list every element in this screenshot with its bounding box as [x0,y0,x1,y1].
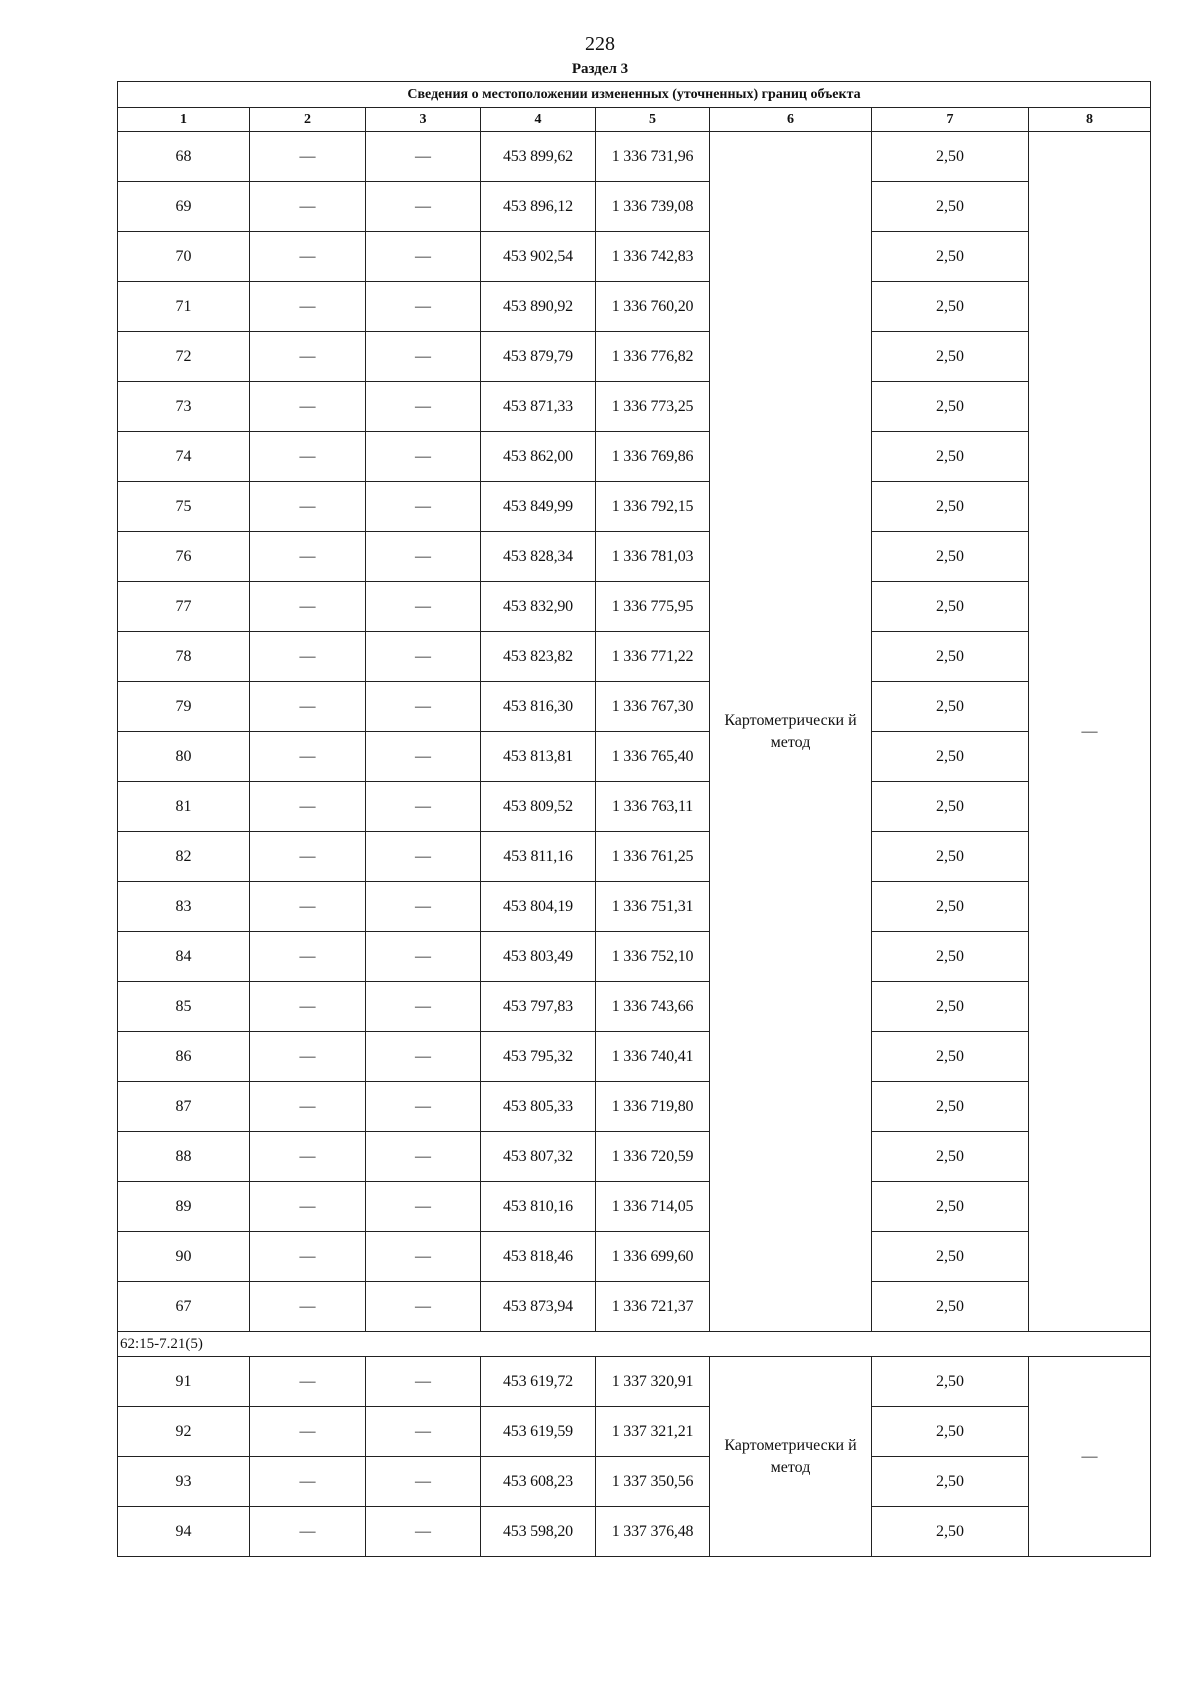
col3-cell: — [366,882,481,932]
table-row [118,1132,1151,1182]
col3-cell: — [366,582,481,632]
column-number: 2 [250,108,366,132]
x-coordinate-cell: 453 899,62 [481,132,596,182]
col3-cell: — [366,982,481,1032]
point-number-cell: 93 [118,1457,250,1507]
x-coordinate-cell: 453 619,59 [481,1407,596,1457]
col3-cell: — [366,432,481,482]
y-coordinate-cell: 1 336 740,41 [596,1032,710,1082]
point-number-cell: 90 [118,1232,250,1282]
table-row [118,1357,1151,1407]
accuracy-cell: 2,50 [872,1407,1029,1457]
table-row [118,682,1151,732]
col3-cell: — [366,782,481,832]
column-number: 5 [596,108,710,132]
accuracy-cell: 2,50 [872,232,1029,282]
table-row [118,1407,1151,1457]
point-number-cell: 75 [118,482,250,532]
point-number-cell: 80 [118,732,250,782]
col2-cell: — [250,1357,366,1407]
table-row [118,1182,1151,1232]
point-number-cell: 82 [118,832,250,882]
accuracy-cell: 2,50 [872,1182,1029,1232]
y-coordinate-cell: 1 336 781,03 [596,532,710,582]
accuracy-cell: 2,50 [872,1082,1029,1132]
y-coordinate-cell: 1 337 350,56 [596,1457,710,1507]
table-row [118,332,1151,382]
table-row [118,782,1151,832]
col3-cell: — [366,332,481,382]
accuracy-cell: 2,50 [872,1457,1029,1507]
accuracy-cell: 2,50 [872,582,1029,632]
group-label: 62:15-7.21(5) [118,1332,1151,1357]
accuracy-cell: 2,50 [872,282,1029,332]
accuracy-cell: 2,50 [872,832,1029,882]
col2-cell: — [250,1507,366,1557]
table-row [118,282,1151,332]
table-row [118,632,1151,682]
col2-cell: — [250,1182,366,1232]
col2-cell: — [250,382,366,432]
table-row [118,732,1151,782]
col3-cell: — [366,132,481,182]
accuracy-cell: 2,50 [872,982,1029,1032]
col2-cell: — [250,1407,366,1457]
x-coordinate-cell: 453 896,12 [481,182,596,232]
column-number: 7 [872,108,1029,132]
x-coordinate-cell: 453 804,19 [481,882,596,932]
section-title: Раздел 3 [571,61,629,77]
y-coordinate-cell: 1 336 773,25 [596,382,710,432]
col3-cell: — [366,682,481,732]
page-number: 228 [585,33,615,55]
x-coordinate-cell: 453 879,79 [481,332,596,382]
point-number-cell: 92 [118,1407,250,1457]
col3-cell: — [366,1357,481,1407]
x-coordinate-cell: 453 795,32 [481,1032,596,1082]
table-row [118,932,1151,982]
point-number-cell: 72 [118,332,250,382]
column-number: 3 [366,108,481,132]
y-coordinate-cell: 1 336 743,66 [596,982,710,1032]
table-row [118,382,1151,432]
coordinates-table [117,81,1151,1557]
point-number-cell: 71 [118,282,250,332]
y-coordinate-cell: 1 336 739,08 [596,182,710,232]
table-row [118,982,1151,1032]
y-coordinate-cell: 1 336 699,60 [596,1232,710,1282]
y-coordinate-cell: 1 336 742,83 [596,232,710,282]
x-coordinate-cell: 453 816,30 [481,682,596,732]
point-number-cell: 73 [118,382,250,432]
x-coordinate-cell: 453 797,83 [481,982,596,1032]
point-number-cell: 91 [118,1357,250,1407]
x-coordinate-cell: 453 813,81 [481,732,596,782]
column-number-row [118,108,1151,132]
accuracy-cell: 2,50 [872,782,1029,832]
table-row [118,1082,1151,1132]
x-coordinate-cell: 453 849,99 [481,482,596,532]
y-coordinate-cell: 1 336 763,11 [596,782,710,832]
col2-cell: — [250,232,366,282]
accuracy-cell: 2,50 [872,482,1029,532]
col2-cell: — [250,582,366,632]
y-coordinate-cell: 1 336 751,31 [596,882,710,932]
point-number-cell: 77 [118,582,250,632]
col2-cell: — [250,632,366,682]
col2-cell: — [250,1457,366,1507]
col3-cell: — [366,1407,481,1457]
accuracy-cell: 2,50 [872,432,1029,482]
y-coordinate-cell: 1 336 792,15 [596,482,710,532]
col2-cell: — [250,782,366,832]
y-coordinate-cell: 1 336 767,30 [596,682,710,732]
accuracy-cell: 2,50 [872,682,1029,732]
col2-cell: — [250,482,366,532]
table-row [118,1232,1151,1282]
col3-cell: — [366,1082,481,1132]
col2-cell: — [250,432,366,482]
x-coordinate-cell: 453 608,23 [481,1457,596,1507]
accuracy-cell: 2,50 [872,732,1029,782]
col3-cell: — [366,232,481,282]
col3-cell: — [366,832,481,882]
point-number-cell: 88 [118,1132,250,1182]
table-row [118,182,1151,232]
x-coordinate-cell: 453 823,82 [481,632,596,682]
x-coordinate-cell: 453 805,33 [481,1082,596,1132]
col2-cell: — [250,832,366,882]
point-number-cell: 69 [118,182,250,232]
x-coordinate-cell: 453 828,34 [481,532,596,582]
col3-cell: — [366,1507,481,1557]
col2-cell: — [250,182,366,232]
y-coordinate-cell: 1 336 771,22 [596,632,710,682]
x-coordinate-cell: 453 807,32 [481,1132,596,1182]
col2-cell: — [250,682,366,732]
y-coordinate-cell: 1 336 760,20 [596,282,710,332]
col3-cell: — [366,1182,481,1232]
point-number-cell: 87 [118,1082,250,1132]
col3-cell: — [366,732,481,782]
point-number-cell: 86 [118,1032,250,1082]
accuracy-cell: 2,50 [872,332,1029,382]
table-body [118,132,1151,1557]
group-label-row [118,1332,1151,1357]
col2-cell: — [250,1132,366,1182]
col3-cell: — [366,1032,481,1082]
col3-cell: — [366,1457,481,1507]
point-number-cell: 76 [118,532,250,582]
col3-cell: — [366,382,481,432]
x-coordinate-cell: 453 619,72 [481,1357,596,1407]
table-row [118,832,1151,882]
table-row [118,532,1151,582]
table-row [118,1457,1151,1507]
accuracy-cell: 2,50 [872,932,1029,982]
y-coordinate-cell: 1 336 765,40 [596,732,710,782]
accuracy-cell: 2,50 [872,1232,1029,1282]
accuracy-cell: 2,50 [872,632,1029,682]
y-coordinate-cell: 1 336 720,59 [596,1132,710,1182]
y-coordinate-cell: 1 337 376,48 [596,1507,710,1557]
x-coordinate-cell: 453 871,33 [481,382,596,432]
table-row [118,1507,1151,1557]
y-coordinate-cell: 1 336 775,95 [596,582,710,632]
col2-cell: — [250,1232,366,1282]
table-caption: Сведения о местоположении измененных (уточненных) границ объекта [118,82,1151,108]
method-cell: Картометрически й метод [710,132,872,1332]
col3-cell: — [366,282,481,332]
column-number: 8 [1029,108,1151,132]
column-number: 4 [481,108,596,132]
accuracy-cell: 2,50 [872,1282,1029,1332]
y-coordinate-cell: 1 336 719,80 [596,1082,710,1132]
col2-cell: — [250,1282,366,1332]
point-number-cell: 84 [118,932,250,982]
x-coordinate-cell: 453 902,54 [481,232,596,282]
col2-cell: — [250,1082,366,1132]
table-row [118,882,1151,932]
col2-cell: — [250,132,366,182]
accuracy-cell: 2,50 [872,532,1029,582]
col2-cell: — [250,882,366,932]
x-coordinate-cell: 453 832,90 [481,582,596,632]
table-row [118,432,1151,482]
x-coordinate-cell: 453 818,46 [481,1232,596,1282]
table-row [118,1032,1151,1082]
point-number-cell: 94 [118,1507,250,1557]
column-number: 1 [118,108,250,132]
method-cell: Картометрически й метод [710,1357,872,1557]
col2-cell: — [250,1032,366,1082]
table-row [118,132,1151,182]
point-number-cell: 78 [118,632,250,682]
col2-cell: — [250,282,366,332]
point-number-cell: 68 [118,132,250,182]
accuracy-cell: 2,50 [872,182,1029,232]
col2-cell: — [250,982,366,1032]
point-number-cell: 83 [118,882,250,932]
y-coordinate-cell: 1 337 321,21 [596,1407,710,1457]
x-coordinate-cell: 453 890,92 [481,282,596,332]
col3-cell: — [366,932,481,982]
point-number-cell: 85 [118,982,250,1032]
accuracy-cell: 2,50 [872,1032,1029,1082]
y-coordinate-cell: 1 336 752,10 [596,932,710,982]
point-number-cell: 67 [118,1282,250,1332]
point-number-cell: 70 [118,232,250,282]
col3-cell: — [366,532,481,582]
col3-cell: — [366,1132,481,1182]
col3-cell: — [366,1282,481,1332]
x-coordinate-cell: 453 811,16 [481,832,596,882]
point-number-cell: 79 [118,682,250,732]
y-coordinate-cell: 1 336 731,96 [596,132,710,182]
col2-cell: — [250,732,366,782]
y-coordinate-cell: 1 336 714,05 [596,1182,710,1232]
col8-cell: — [1029,132,1151,1332]
y-coordinate-cell: 1 336 776,82 [596,332,710,382]
y-coordinate-cell: 1 336 769,86 [596,432,710,482]
table-row [118,232,1151,282]
accuracy-cell: 2,50 [872,882,1029,932]
x-coordinate-cell: 453 803,49 [481,932,596,982]
y-coordinate-cell: 1 337 320,91 [596,1357,710,1407]
col3-cell: — [366,182,481,232]
x-coordinate-cell: 453 810,16 [481,1182,596,1232]
accuracy-cell: 2,50 [872,382,1029,432]
accuracy-cell: 2,50 [872,132,1029,182]
col3-cell: — [366,482,481,532]
col2-cell: — [250,332,366,382]
accuracy-cell: 2,50 [872,1357,1029,1407]
col2-cell: — [250,532,366,582]
x-coordinate-cell: 453 862,00 [481,432,596,482]
column-number: 6 [710,108,872,132]
x-coordinate-cell: 453 873,94 [481,1282,596,1332]
table-row [118,482,1151,532]
accuracy-cell: 2,50 [872,1132,1029,1182]
col3-cell: — [366,1232,481,1282]
col3-cell: — [366,632,481,682]
table-row [118,1282,1151,1332]
col8-cell: — [1029,1357,1151,1557]
point-number-cell: 81 [118,782,250,832]
x-coordinate-cell: 453 598,20 [481,1507,596,1557]
col2-cell: — [250,932,366,982]
table-row [118,582,1151,632]
y-coordinate-cell: 1 336 721,37 [596,1282,710,1332]
y-coordinate-cell: 1 336 761,25 [596,832,710,882]
x-coordinate-cell: 453 809,52 [481,782,596,832]
point-number-cell: 89 [118,1182,250,1232]
accuracy-cell: 2,50 [872,1507,1029,1557]
point-number-cell: 74 [118,432,250,482]
